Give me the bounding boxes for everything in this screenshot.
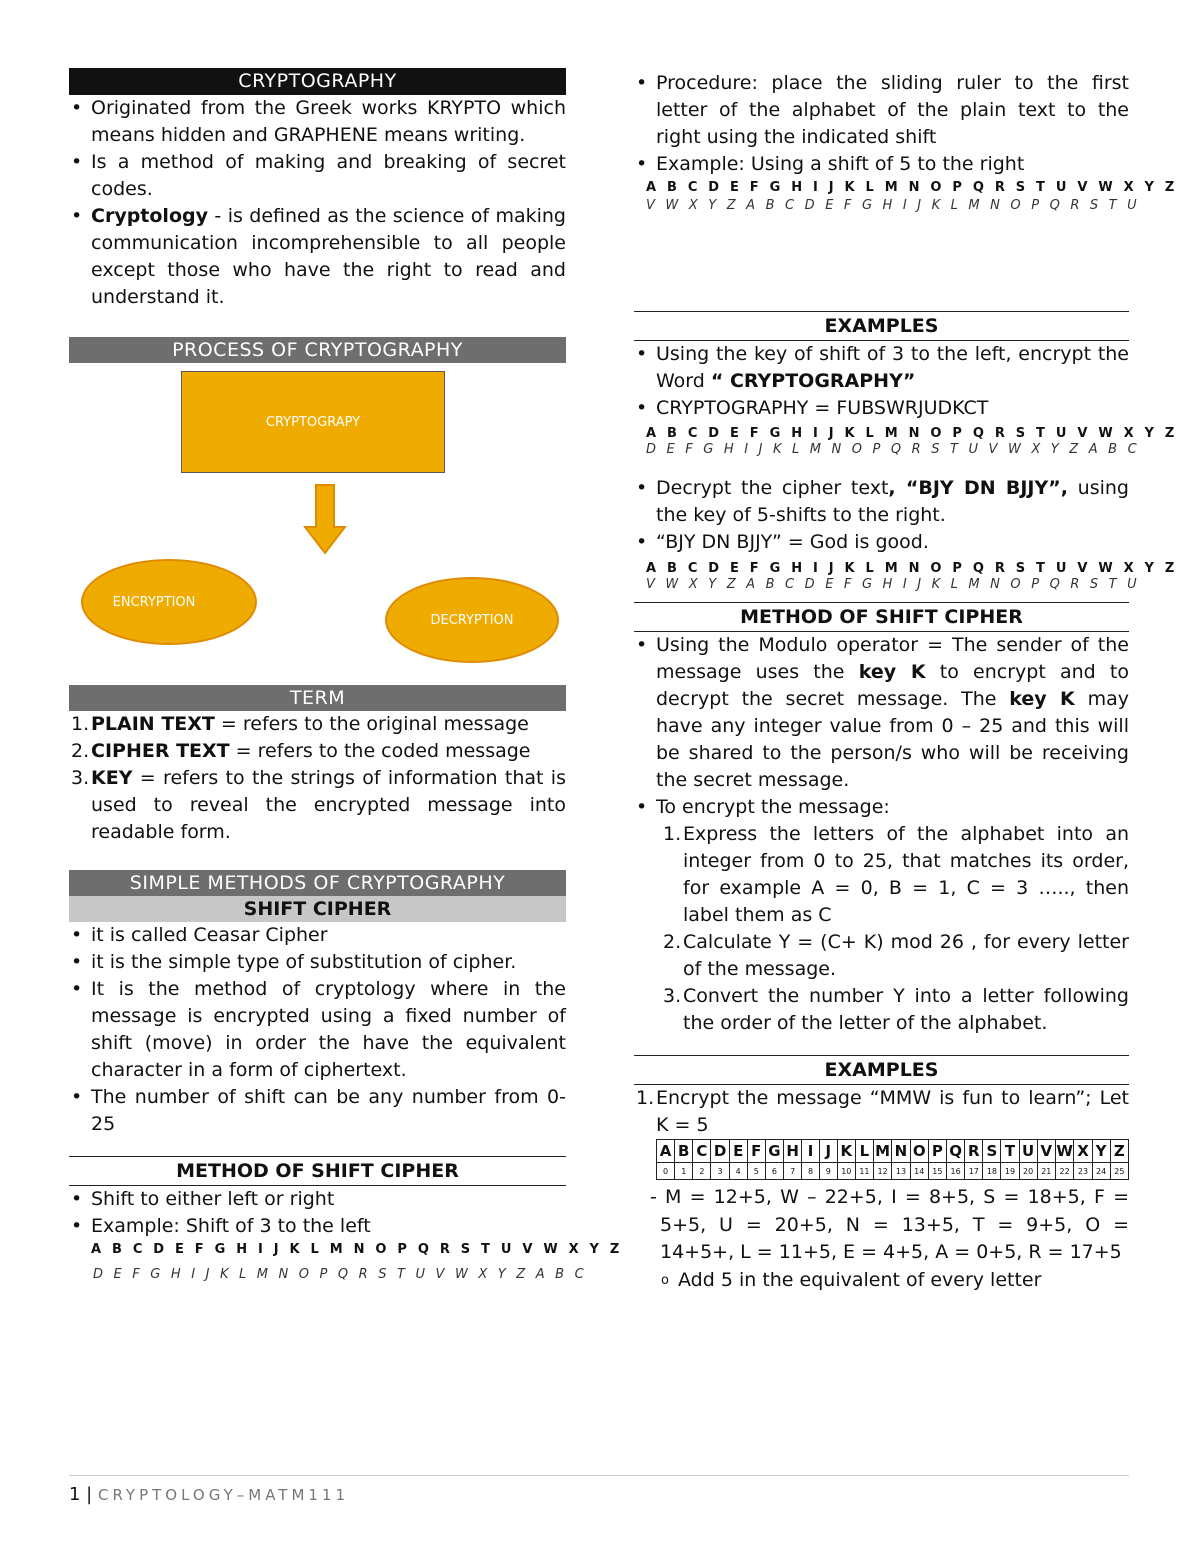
list-item: • Is a method of making and breaking of secret codes. xyxy=(69,149,566,203)
right-column xyxy=(634,68,1178,1294)
alphabet-plain-row: A B C D E F G H I J K L M N O P Q R S T U V W X Y Z xyxy=(646,426,1178,441)
table-cell-letter: C xyxy=(693,1140,711,1163)
list-item: • Using the key of shift of 3 to the left, encrypt the Word “ CRYPTOGRAPHY” xyxy=(634,341,1129,395)
table-cell-letter: U xyxy=(1019,1140,1037,1163)
table-cell-number: 21 xyxy=(1037,1163,1055,1180)
table-cell-number: 0 xyxy=(657,1163,675,1180)
list-item: • it is the simple type of substitution of cipher. xyxy=(69,949,566,976)
table-cell-letter: Z xyxy=(1110,1140,1128,1163)
table-cell-letter: K xyxy=(837,1140,855,1163)
shift-cipher-bullets xyxy=(69,922,566,1138)
list-item: • CRYPTOGRAPHY = FUBSWRJUDKCT xyxy=(634,395,1129,422)
table-cell-letter: W xyxy=(1055,1140,1074,1163)
table-row-letters xyxy=(657,1140,1129,1163)
table-cell-letter: F xyxy=(747,1140,765,1163)
table-cell-letter: V xyxy=(1037,1140,1055,1163)
section-header-process: PROCESS OF CRYPTOGRAPHY xyxy=(69,337,566,363)
example-list xyxy=(634,1085,1129,1139)
table-cell-number: 16 xyxy=(946,1163,964,1180)
footer-label: CRYPTOLOGY–MATM111 xyxy=(97,1486,350,1504)
alphabet-plain-row: A B C D E F G H I J K L M N O P Q R S T U V W X Y Z xyxy=(91,1242,623,1257)
table-cell-letter: O xyxy=(910,1140,928,1163)
list-item: • Originated from the Greek works KRYPTO which means hidden and GRAPHENE means writing. xyxy=(69,95,566,149)
term-name: KEY xyxy=(91,767,133,789)
table-cell-number: 9 xyxy=(819,1163,837,1180)
table-cell-number: 24 xyxy=(1092,1163,1110,1180)
table-cell-letter: B xyxy=(675,1140,693,1163)
table-cell-number: 14 xyxy=(910,1163,928,1180)
table-cell-number: 17 xyxy=(965,1163,983,1180)
list-item: • To encrypt the message: xyxy=(634,794,1129,821)
table-cell-number: 22 xyxy=(1055,1163,1074,1180)
table-row-numbers xyxy=(657,1163,1129,1180)
table-cell-letter: S xyxy=(983,1140,1001,1163)
table-cell-letter: X xyxy=(1074,1140,1092,1163)
list-item: 2. CIPHER TEXT = refers to the coded message xyxy=(71,740,531,762)
table-cell-number: 3 xyxy=(711,1163,729,1180)
list-item: • Shift to either left or right xyxy=(69,1186,566,1213)
section-header-examples: EXAMPLES xyxy=(634,311,1129,341)
alphabet-plain-row: A B C D E F G H I J K L M N O P Q R S T U V W X Y Z xyxy=(646,561,1178,576)
circle-bullet-icon: o xyxy=(661,1272,669,1288)
list-item: • The number of shift can be any number from 0- 25 xyxy=(69,1084,566,1138)
alphabet-cipher-row: D E F G H I J K L M N O P Q R S T U V W X Y Z A B C xyxy=(93,1267,587,1282)
down-arrow-icon xyxy=(303,483,347,555)
table-cell-letter: P xyxy=(928,1140,946,1163)
list-item xyxy=(69,203,566,311)
section-header-method-shift-cipher: METHOD OF SHIFT CIPHER xyxy=(634,602,1129,632)
table-cell-number: 13 xyxy=(892,1163,910,1180)
term-definition: = refers to the original message xyxy=(214,713,529,735)
table-cell-number: 6 xyxy=(765,1163,783,1180)
list-item: • Decrypt the cipher text, “BJY DN BJJY”, using the key of 5-shifts to the right. xyxy=(634,475,1129,529)
examples-bullets-2 xyxy=(634,475,1129,556)
section-header-method-shift: METHOD OF SHIFT CIPHER xyxy=(69,1156,566,1186)
page-footer xyxy=(69,1475,1129,1505)
alphabet-cipher-row: V W X Y Z A B C D E F G H I J K L M N O P Q R S T U xyxy=(646,198,1140,213)
table-cell-letter: R xyxy=(965,1140,983,1163)
calculation-subnote: o Add 5 in the equivalent of every letter xyxy=(634,1267,1129,1294)
method-bullets xyxy=(69,1186,566,1240)
diagram-box-label: CRYPTOGRAPY xyxy=(265,414,361,430)
table-cell-number: 18 xyxy=(983,1163,1001,1180)
encryption-label: ENCRYPTION xyxy=(112,594,196,610)
list-item: • Example: Shift of 3 to the left xyxy=(69,1213,566,1240)
list-item: • Using the Modulo operator = The sender of the message uses the key K to encrypt and to decrypt the secret message. The key K may have any integer value from 0 – 25 and this will be shared to the person/s who will be receiving the secret message. xyxy=(634,632,1129,794)
table-cell-letter: H xyxy=(784,1140,802,1163)
table-cell-number: 12 xyxy=(873,1163,891,1180)
table-cell-number: 11 xyxy=(855,1163,873,1180)
diagram-ellipse-encryption xyxy=(81,559,257,645)
table-cell-letter: Y xyxy=(1092,1140,1110,1163)
list-item: 2. Calculate Y = (C+ K) mod 26 , for every letter of the message. xyxy=(663,931,1129,980)
term-definition: = refers to the strings of information that is used to reveal the encrypted message into readable form. xyxy=(91,767,566,843)
alphabet-cipher-row: D E F G H I J K L M N O P Q R S T U V W X Y Z A B C xyxy=(646,442,1140,457)
table-cell-letter: N xyxy=(892,1140,910,1163)
encrypt-steps xyxy=(661,821,1129,1037)
table-cell-letter: T xyxy=(1001,1140,1019,1163)
modulo-bullets xyxy=(634,632,1129,821)
list-item: • it is called Ceasar Cipher xyxy=(69,922,566,949)
term-list xyxy=(69,711,566,846)
table-cell-letter: J xyxy=(819,1140,837,1163)
term-definition: = refers to the coded message xyxy=(229,740,531,762)
table-cell-number: 1 xyxy=(675,1163,693,1180)
list-item: 1. Express the letters of the alphabet into an integer from 0 to 25, that matches its order, for example A = 0, B = 1, C = 3 ….., then label them as C xyxy=(663,823,1129,926)
table-cell-number: 23 xyxy=(1074,1163,1092,1180)
table-cell-letter: A xyxy=(657,1140,675,1163)
list-item: • Procedure: place the sliding ruler to the first letter of the alphabet of the plain text to the right using the indicated shift xyxy=(634,70,1129,151)
list-item: 3. Convert the number Y into a letter following the order of the letter of the alphabet. xyxy=(663,985,1129,1034)
section-header-simple-methods: SIMPLE METHODS OF CRYPTOGRAPHY xyxy=(69,870,566,896)
diagram-ellipse-decryption xyxy=(385,577,559,663)
table-cell-number: 15 xyxy=(928,1163,946,1180)
alphabet-plain-row: A B C D E F G H I J K L M N O P Q R S T U V W X Y Z xyxy=(646,180,1178,195)
list-item: • It is the method of cryptology where in the message is encrypted using a fixed number of shift (move) in order the have the equivalent character in a form of ciphertext. xyxy=(69,976,566,1084)
table-cell-letter: E xyxy=(729,1140,747,1163)
page-number: 1 xyxy=(69,1484,81,1505)
calculation-text: - M = 12+5, W – 22+5, I = 8+5, S = 18+5, F = 5+5, U = 20+5, N = 13+5, T = 9+5, O = 14+5+, L = 11+5, E = 4+5, A = 0+5, R = 17+5 xyxy=(650,1186,1129,1263)
decryption-label: DECRYPTION xyxy=(430,612,514,628)
table-cell-letter: I xyxy=(802,1140,820,1163)
list-item: 1. PLAIN TEXT = refers to the original message xyxy=(71,713,529,735)
process-diagram xyxy=(69,363,566,683)
examples-bullets xyxy=(634,341,1129,422)
alphabet-cipher-row: V W X Y Z A B C D E F G H I J K L M N O P Q R S T U xyxy=(646,577,1140,592)
section-header-term: TERM xyxy=(69,685,566,711)
section-header-cryptography: CRYPTOGRAPHY xyxy=(69,68,566,95)
table-cell-number: 8 xyxy=(802,1163,820,1180)
table-cell-letter: M xyxy=(873,1140,891,1163)
table-cell-letter: D xyxy=(711,1140,729,1163)
table-cell-number: 10 xyxy=(837,1163,855,1180)
left-column xyxy=(69,68,623,1282)
section-header-examples-2: EXAMPLES xyxy=(634,1055,1129,1085)
table-cell-number: 5 xyxy=(747,1163,765,1180)
table-cell-number: 7 xyxy=(784,1163,802,1180)
diagram-box-cryptography xyxy=(181,371,445,473)
list-item: 1. Encrypt the message “MMW is fun to learn”; Let K = 5 xyxy=(636,1087,1129,1136)
alphabet-number-table xyxy=(656,1139,1129,1180)
list-item: • “BJY DN BJJY” = God is good. xyxy=(634,529,1129,556)
table-cell-number: 4 xyxy=(729,1163,747,1180)
cryptology-term: Cryptology xyxy=(91,205,208,227)
table-cell-number: 25 xyxy=(1110,1163,1128,1180)
cryptology-definition: - is defined as the science of making communication incomprehensible to all people except those who have the right to read and understand it. xyxy=(91,205,566,308)
list-item: 3. KEY = refers to the strings of information that is used to reveal the encrypted message into readable form. xyxy=(71,767,566,843)
section-header-shift-cipher: SHIFT CIPHER xyxy=(69,896,566,922)
procedure-bullets xyxy=(634,70,1129,178)
table-cell-letter: G xyxy=(765,1140,783,1163)
cryptography-bullets xyxy=(69,95,566,311)
table-cell-number: 2 xyxy=(693,1163,711,1180)
table-cell-number: 20 xyxy=(1019,1163,1037,1180)
table-cell-number: 19 xyxy=(1001,1163,1019,1180)
list-item: • Example: Using a shift of 5 to the right xyxy=(634,151,1129,178)
table-cell-letter: Q xyxy=(946,1140,964,1163)
footer-separator: | xyxy=(80,1484,98,1505)
table-cell-letter: L xyxy=(855,1140,873,1163)
term-name: PLAIN TEXT xyxy=(91,713,215,735)
term-name: CIPHER TEXT xyxy=(91,740,230,762)
